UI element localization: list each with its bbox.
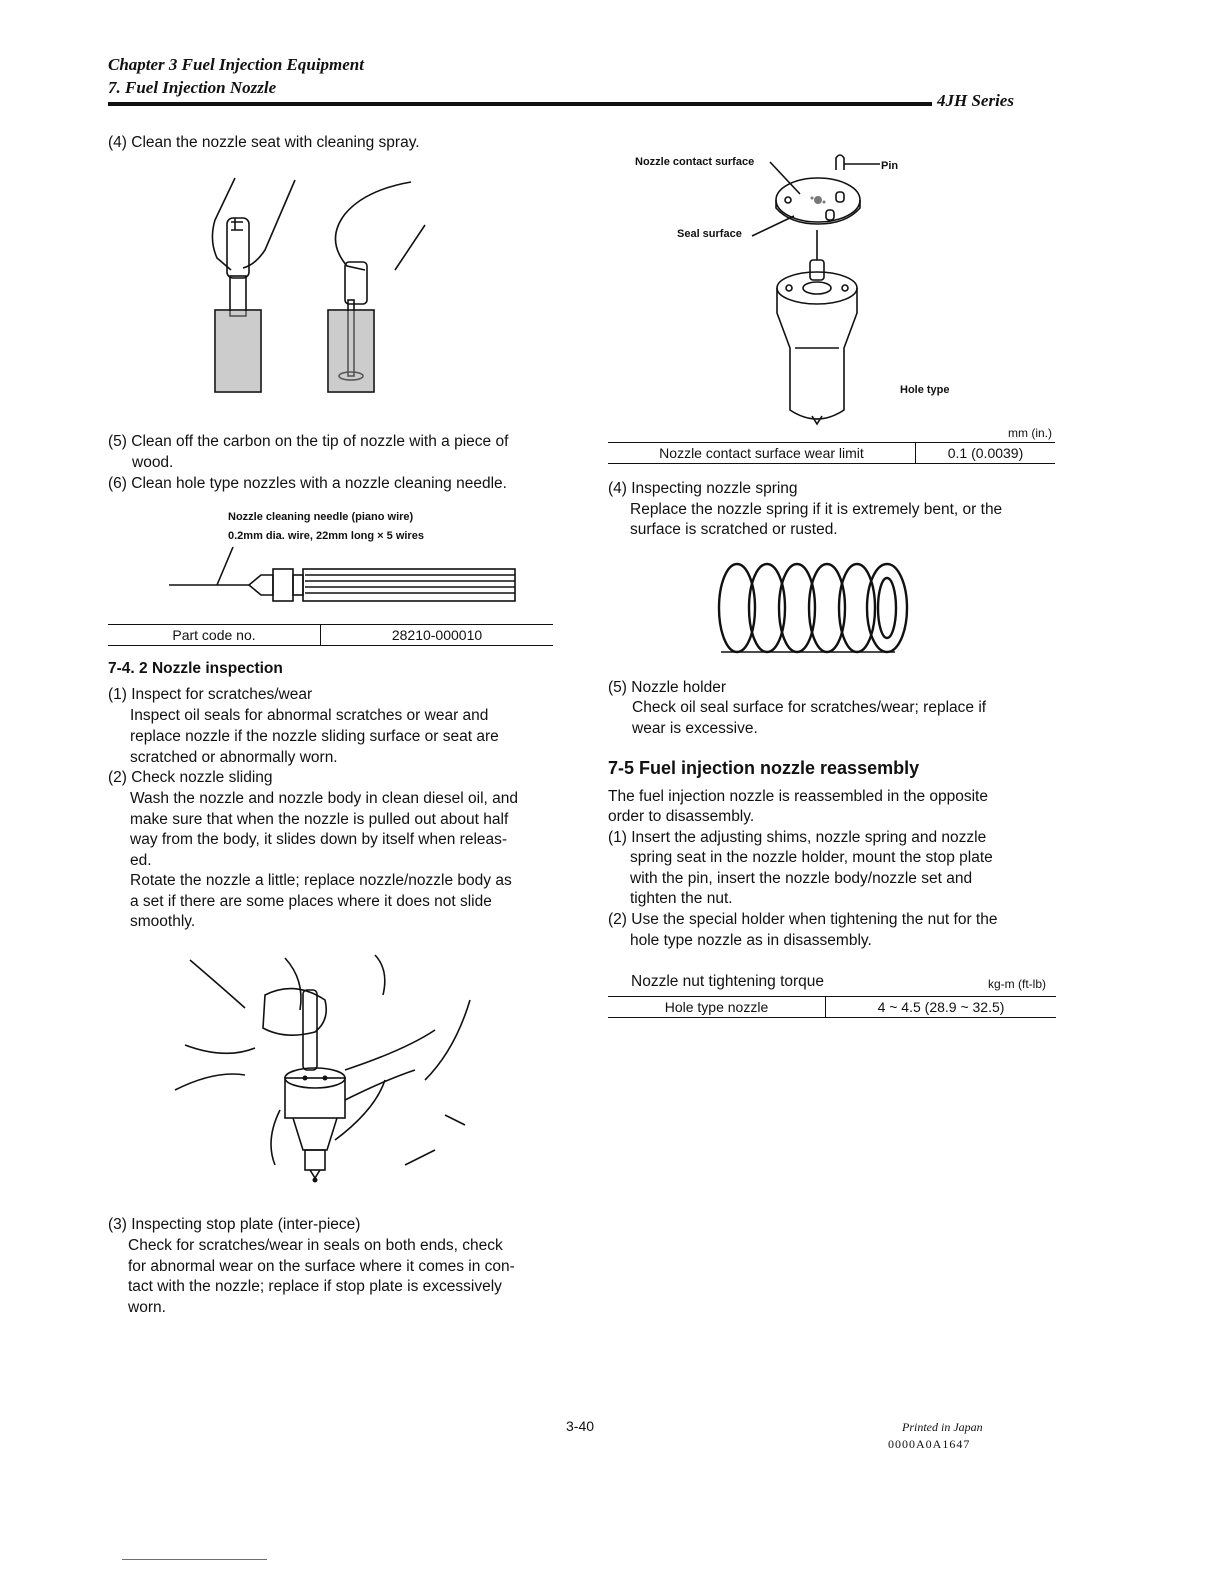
reassembly-line-1: The fuel injection nozzle is reassembled in the opposite xyxy=(608,788,988,805)
reassembly-step-1-line-4: tighten the nut. xyxy=(630,890,733,907)
wear-limit-label: Nozzle contact surface wear limit xyxy=(608,443,916,464)
part-code-label: Part code no. xyxy=(108,625,321,646)
bottom-rule xyxy=(122,1559,267,1560)
nozzle-sliding-illustration xyxy=(175,950,485,1185)
insp-2-line-4: ed. xyxy=(130,852,152,869)
torque-unit: kg-m (ft-lb) xyxy=(988,977,1046,991)
wear-limit-value: 0.1 (0.0039) xyxy=(947,445,1024,461)
section-title: 7. Fuel Injection Nozzle xyxy=(108,78,277,97)
insp-3-title: (3) Inspecting stop plate (inter-piece) xyxy=(108,1216,361,1233)
reassembly-step-2-line-2: hole type nozzle as in disassembly. xyxy=(630,932,872,949)
label-pin: Pin xyxy=(881,160,899,172)
insp-1-line-1: Inspect oil seals for abnormal scratches or wear and xyxy=(130,707,489,724)
document-code: 0000A0A1647 xyxy=(888,1437,971,1451)
insp-1-line-2: replace nozzle if the nozzle sliding surface or seat are xyxy=(130,728,499,745)
holder-line-2: wear is excessive. xyxy=(632,720,758,737)
insp-2-line-6: a set if there are some places where it does not slide xyxy=(130,893,492,910)
nozzle-spring-illustration xyxy=(715,560,915,655)
step-6-text: (6) Clean hole type nozzles with a nozzle cleaning needle. xyxy=(108,475,507,492)
reassembly-step-1-line-3: with the pin, insert the nozzle body/nozzle set and xyxy=(630,870,973,887)
insp-3-line-4: worn. xyxy=(128,1299,166,1316)
cleaning-needle-illustration xyxy=(165,545,525,615)
step-5-cont: wood. xyxy=(132,454,174,471)
insp-2-title: (2) Check nozzle sliding xyxy=(108,769,273,786)
page-number: 3-40 xyxy=(566,1418,595,1434)
reassembly-line-2: order to disassembly. xyxy=(608,808,755,825)
insp-3-line-2: for abnormal wear on the surface where it comes in con- xyxy=(128,1258,515,1275)
needle-caption-2: 0.2mm dia. wire, 22mm long × 5 wires xyxy=(228,530,424,542)
reassembly-step-2-line-1: (2) Use the special holder when tightening the nut for the xyxy=(608,911,998,928)
torque-table xyxy=(608,996,1056,1018)
label-seal-surface: Seal surface xyxy=(677,228,742,240)
reassembly-step-1-line-1: (1) Insert the adjusting shims, nozzle spring and nozzle xyxy=(608,829,987,846)
torque-value: 4 ~ 4.5 (28.9 ~ 32.5) xyxy=(877,999,1005,1015)
part-code-table xyxy=(108,624,553,646)
holder-line-1: Check oil seal surface for scratches/wear; replace if xyxy=(632,699,987,716)
spring-line-1: Replace the nozzle spring if it is extremely bent, or the xyxy=(630,501,1003,518)
nozzle-seat-cleaning-illustration xyxy=(195,170,395,400)
reassembly-step-1-line-2: spring seat in the nozzle holder, mount the stop plate xyxy=(630,849,993,866)
reassembly-heading: 7-5 Fuel injection nozzle reassembly xyxy=(608,758,920,778)
torque-title: Nozzle nut tightening torque xyxy=(631,973,825,990)
holder-title: (5) Nozzle holder xyxy=(608,679,727,696)
insp-2-line-7: smoothly. xyxy=(130,913,196,930)
step-5-text: (5) Clean off the carbon on the tip of nozzle with a piece of xyxy=(108,433,509,450)
printed-in-japan: Printed in Japan xyxy=(902,1420,983,1434)
unit-label: mm (in.) xyxy=(1008,426,1052,440)
step-4-text: (4) Clean the nozzle seat with cleaning spray. xyxy=(108,134,420,151)
spring-title: (4) Inspecting nozzle spring xyxy=(608,480,798,497)
chapter-title: Chapter 3 Fuel Injection Equipment xyxy=(108,55,364,74)
part-code-value: 28210-000010 xyxy=(391,627,483,643)
insp-1-title: (1) Inspect for scratches/wear xyxy=(108,686,313,703)
insp-2-line-3: way from the body, it slides down by itself when releas- xyxy=(130,831,508,848)
stop-plate-nozzle-illustration xyxy=(740,148,890,428)
label-nozzle-contact-surface: Nozzle contact surface xyxy=(635,156,755,168)
spring-line-2: surface is scratched or rusted. xyxy=(630,521,838,538)
insp-2-line-5: Rotate the nozzle a little; replace nozzle/nozzle body as xyxy=(130,872,512,889)
insp-3-line-3: tact with the nozzle; replace if stop plate is excessively xyxy=(128,1278,502,1295)
wear-limit-table xyxy=(608,442,1055,464)
series-label: 4JH Series xyxy=(937,91,1014,110)
insp-1-line-3: scratched or abnormally worn. xyxy=(130,749,338,766)
insp-2-line-2: make sure that when the nozzle is pulled out about half xyxy=(130,811,509,828)
insp-2-line-1: Wash the nozzle and nozzle body in clean diesel oil, and xyxy=(130,790,519,807)
inspection-heading: 7-4. 2 Nozzle inspection xyxy=(108,660,283,677)
needle-caption-1: Nozzle cleaning needle (piano wire) xyxy=(228,511,414,523)
torque-label: Hole type nozzle xyxy=(608,997,826,1018)
insp-3-line-1: Check for scratches/wear in seals on both ends, check xyxy=(128,1237,503,1254)
header-rule xyxy=(108,102,932,106)
label-hole-type: Hole type xyxy=(900,384,950,396)
